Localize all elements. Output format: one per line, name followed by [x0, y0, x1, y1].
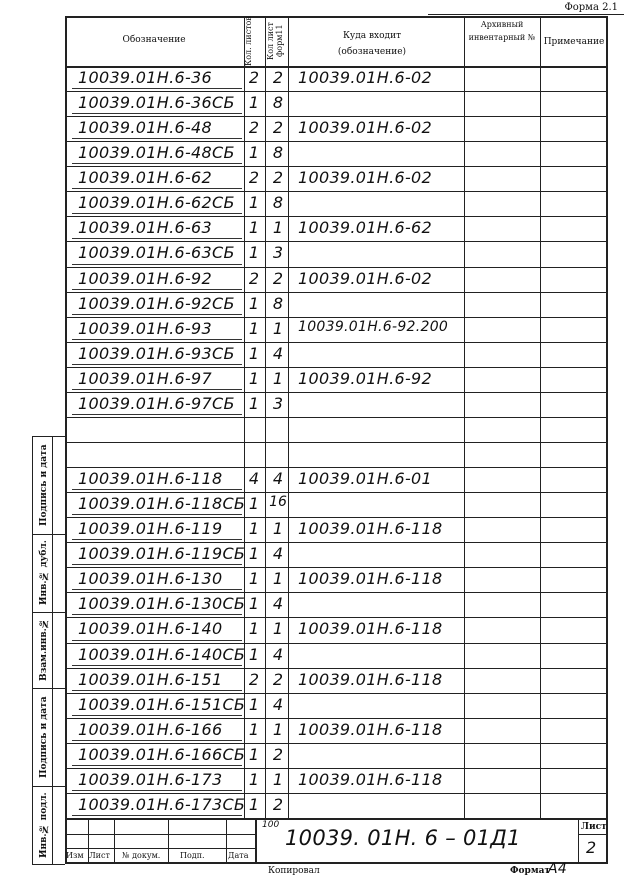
title-col-change-label: Изм	[66, 851, 84, 860]
row-underline	[72, 765, 242, 766]
row-sheets: 2	[248, 68, 260, 87]
row-underline	[72, 564, 242, 565]
row-designation: 10039.01Н.6-119СБ	[78, 544, 246, 564]
row-underline	[72, 163, 242, 164]
row-line	[65, 693, 608, 694]
row-sheets: 1	[248, 744, 260, 764]
row-sheets: 1	[248, 143, 260, 163]
row-where-used: 10039.01Н.6-92	[298, 368, 432, 388]
row-where-used: 10039.01Н.6-118	[298, 769, 443, 789]
row-copies: 1	[272, 619, 284, 639]
row-underline	[72, 790, 242, 791]
header-designation: Обозначение	[122, 35, 186, 45]
row-designation: 10039.01Н.6-151	[78, 669, 223, 689]
row-where-used: 10039.01Н.6-02	[298, 68, 432, 87]
row-sheets: 1	[248, 393, 260, 413]
row-designation: 10039.01Н.6-118СБ	[78, 494, 246, 514]
row-line	[65, 668, 608, 669]
row-sheets: 1	[248, 519, 260, 539]
row-line	[65, 191, 608, 192]
row-sheets: 1	[248, 368, 260, 388]
row-line	[65, 166, 608, 167]
title-col-sheet-label: Лист	[89, 851, 110, 860]
title-small-mark: 100	[262, 820, 280, 830]
row-designation: 10039.01Н.6-118	[78, 469, 223, 489]
row-line	[65, 392, 608, 393]
title-sheet-div	[578, 834, 608, 835]
row-copies: 4	[272, 594, 284, 614]
header-copies-count: Кол лист форм11	[266, 22, 284, 60]
title-sheet-number: 2	[586, 838, 597, 857]
row-designation: 10039.01Н.6-63СБ	[78, 243, 235, 263]
row-line	[65, 643, 608, 644]
row-where-used: 10039.01Н.6-118	[298, 719, 443, 739]
row-line	[65, 592, 608, 593]
row-copies: 8	[272, 293, 284, 313]
row-underline	[72, 188, 242, 189]
title-col-doc-label: № докум.	[122, 851, 161, 860]
row-designation: 10039.01Н.6-166СБ	[78, 744, 246, 764]
row-underline	[72, 339, 242, 340]
row-designation: 10039.01Н.6-166	[78, 719, 223, 739]
header-archive-no: Архивный инвентарный №	[468, 20, 536, 42]
row-designation: 10039.01Н.6-97СБ	[78, 393, 235, 413]
row-sheets: 1	[248, 494, 260, 514]
row-copies: 1	[272, 569, 284, 589]
row-line	[65, 542, 608, 543]
row-copies: 2	[272, 118, 284, 138]
row-designation: 10039.01Н.6-63	[78, 218, 212, 238]
row-line	[65, 768, 608, 769]
row-copies: 2	[272, 68, 284, 87]
row-line	[65, 492, 608, 493]
row-designation: 10039.01Н.6-151СБ	[78, 694, 246, 714]
row-sheets: 1	[248, 794, 260, 814]
strip-line-left	[32, 436, 33, 864]
row-underline	[72, 665, 242, 666]
row-sheets: 1	[248, 218, 260, 238]
row-line	[65, 467, 608, 468]
row-underline	[72, 238, 242, 239]
row-sheets: 1	[248, 318, 260, 338]
row-sheets: 1	[248, 193, 260, 213]
row-copies: 3	[272, 393, 284, 413]
strip-bottom	[32, 864, 65, 865]
row-line	[65, 417, 608, 418]
row-line	[65, 241, 608, 242]
header-where-used: Куда входит (обозначение)	[337, 31, 407, 57]
row-copies: 4	[272, 469, 284, 489]
row-sheets: 4	[248, 469, 260, 489]
row-sheets: 1	[248, 594, 260, 614]
row-sheets: 1	[248, 719, 260, 739]
row-sheets: 2	[248, 268, 260, 288]
row-designation: 10039.01Н.6-130СБ	[78, 594, 246, 614]
header-sheets-count: Кол. листов	[244, 16, 253, 66]
row-sheets: 1	[248, 769, 260, 789]
row-where-used: 10039.01Н.6-01	[298, 469, 432, 489]
row-underline	[72, 138, 242, 139]
side-label-inv-duplicate: Инв.№ дубл.	[39, 540, 49, 606]
row-copies: 2	[272, 268, 284, 288]
row-line	[65, 141, 608, 142]
row-underline	[72, 539, 242, 540]
row-sheets: 1	[248, 243, 260, 263]
title-block-top	[65, 818, 608, 820]
header-note: Примечание	[543, 37, 605, 47]
row-sheets: 1	[248, 93, 260, 113]
row-copies: 1	[272, 719, 284, 739]
side-label-signature-1: Подпись и дата	[39, 444, 49, 526]
title-doc-number: 10039. 01Н. 6 – 01Д1	[285, 826, 521, 850]
row-copies: 8	[272, 143, 284, 163]
row-line	[65, 367, 608, 368]
row-copies: 2	[272, 168, 284, 188]
row-designation: 10039.01Н.6-62СБ	[78, 193, 235, 213]
row-copies: 3	[272, 243, 284, 263]
row-designation: 10039.01Н.6-93	[78, 318, 212, 338]
row-sheets: 1	[248, 694, 260, 714]
row-copies: 4	[272, 694, 284, 714]
row-underline	[72, 289, 242, 290]
row-designation: 10039.01Н.6-140	[78, 619, 223, 639]
row-line	[65, 567, 608, 568]
row-designation: 10039.01Н.6-97	[78, 368, 212, 388]
row-copies: 1	[272, 769, 284, 789]
row-copies: 4	[272, 544, 284, 564]
row-line	[65, 743, 608, 744]
row-where-used: 10039.01Н.6-118	[298, 569, 443, 589]
row-underline	[72, 815, 242, 816]
row-where-used: 10039.01Н.6-62	[298, 218, 432, 238]
row-copies: 1	[272, 218, 284, 238]
row-designation: 10039.01Н.6-140СБ	[78, 644, 246, 664]
row-designation: 10039.01Н.6-36СБ	[78, 93, 235, 113]
row-where-used: 10039.01Н.6-118	[298, 669, 443, 689]
top-divider	[428, 14, 624, 15]
row-underline	[72, 213, 242, 214]
row-copies: 8	[272, 193, 284, 213]
row-copies: 2	[272, 669, 284, 689]
title-col-4	[226, 818, 227, 864]
form-label: Форма 2.1	[564, 2, 618, 13]
row-sheets: 1	[248, 619, 260, 639]
row-underline	[72, 113, 242, 114]
row-underline	[72, 614, 242, 615]
row-sheets: 2	[248, 168, 260, 188]
row-underline	[72, 514, 242, 515]
row-line	[65, 91, 608, 92]
row-where-used: 10039.01Н.6-118	[298, 519, 443, 539]
side-label-replace-inv: Взам.инв.№	[39, 618, 49, 682]
row-underline	[72, 489, 242, 490]
row-line	[65, 718, 608, 719]
row-where-used: 10039.01Н.6-118	[298, 619, 443, 639]
row-underline	[72, 640, 242, 641]
title-col-sign-label: Подп.	[180, 851, 205, 860]
row-designation: 10039.01Н.6-48СБ	[78, 143, 235, 163]
row-copies: 2	[272, 744, 284, 764]
title-col-5	[255, 818, 257, 864]
row-designation: 10039.01Н.6-173СБ	[78, 794, 246, 814]
title-col-date-label: Дата	[228, 851, 249, 860]
row-line	[65, 292, 608, 293]
row-copies: 4	[272, 644, 284, 664]
row-line	[65, 517, 608, 518]
row-sheets: 1	[248, 293, 260, 313]
title-copied-label: Копировал	[268, 866, 320, 876]
row-copies: 2	[272, 794, 284, 814]
row-copies: 8	[272, 93, 284, 113]
title-col-2	[114, 818, 115, 864]
row-designation: 10039.01Н.6-92	[78, 268, 212, 288]
title-format-label: Формат	[510, 866, 551, 876]
title-sheet-label: Лист	[581, 822, 607, 832]
row-underline	[72, 589, 242, 590]
row-underline	[72, 740, 242, 741]
row-sheets: 2	[248, 669, 260, 689]
row-line	[65, 267, 608, 268]
row-line	[65, 116, 608, 117]
row-where-used: 10039.01Н.6-02	[298, 268, 432, 288]
row-underline	[72, 264, 242, 265]
row-where-used: 10039.01Н.6-02	[298, 118, 432, 138]
row-where-used: 10039.01Н.6-02	[298, 168, 432, 188]
row-sheets: 1	[248, 644, 260, 664]
side-label-signature-2: Подпись и дата	[39, 696, 49, 778]
row-where-used: 10039.01Н.6-92.200	[298, 318, 449, 335]
row-designation: 10039.01Н.6-119	[78, 519, 223, 539]
row-underline	[72, 314, 242, 315]
row-sheets: 1	[248, 569, 260, 589]
row-copies: 1	[272, 318, 284, 338]
row-underline	[72, 414, 242, 415]
row-underline	[72, 389, 242, 390]
row-designation: 10039.01Н.6-36	[78, 68, 212, 87]
row-line	[65, 793, 608, 794]
row-copies: 1	[272, 519, 284, 539]
row-sheets: 1	[248, 343, 260, 363]
row-copies: 1	[272, 368, 284, 388]
title-format-value: А4	[548, 861, 568, 877]
row-designation: 10039.01Н.6-92СБ	[78, 293, 235, 313]
row-copies: 4	[272, 343, 284, 363]
row-underline	[72, 364, 242, 365]
row-designation: 10039.01Н.6-48	[78, 118, 212, 138]
row-line	[65, 617, 608, 618]
row-line	[65, 216, 608, 217]
side-label-inv-original: Инв.№ подл.	[39, 792, 49, 858]
row-underline	[72, 690, 242, 691]
row-designation: 10039.01Н.6-173	[78, 769, 223, 789]
row-sheets: 1	[248, 544, 260, 564]
title-col-sheet	[578, 818, 579, 864]
row-underline	[72, 715, 242, 716]
row-line	[65, 442, 608, 443]
row-copies: 16	[269, 494, 287, 511]
row-line	[65, 317, 608, 318]
row-underline	[72, 88, 242, 89]
title-col-3	[168, 818, 169, 864]
row-designation: 10039.01Н.6-62	[78, 168, 212, 188]
row-designation: 10039.01Н.6-93СБ	[78, 343, 235, 363]
row-designation: 10039.01Н.6-130	[78, 569, 223, 589]
row-line	[65, 342, 608, 343]
row-sheets: 2	[248, 118, 260, 138]
